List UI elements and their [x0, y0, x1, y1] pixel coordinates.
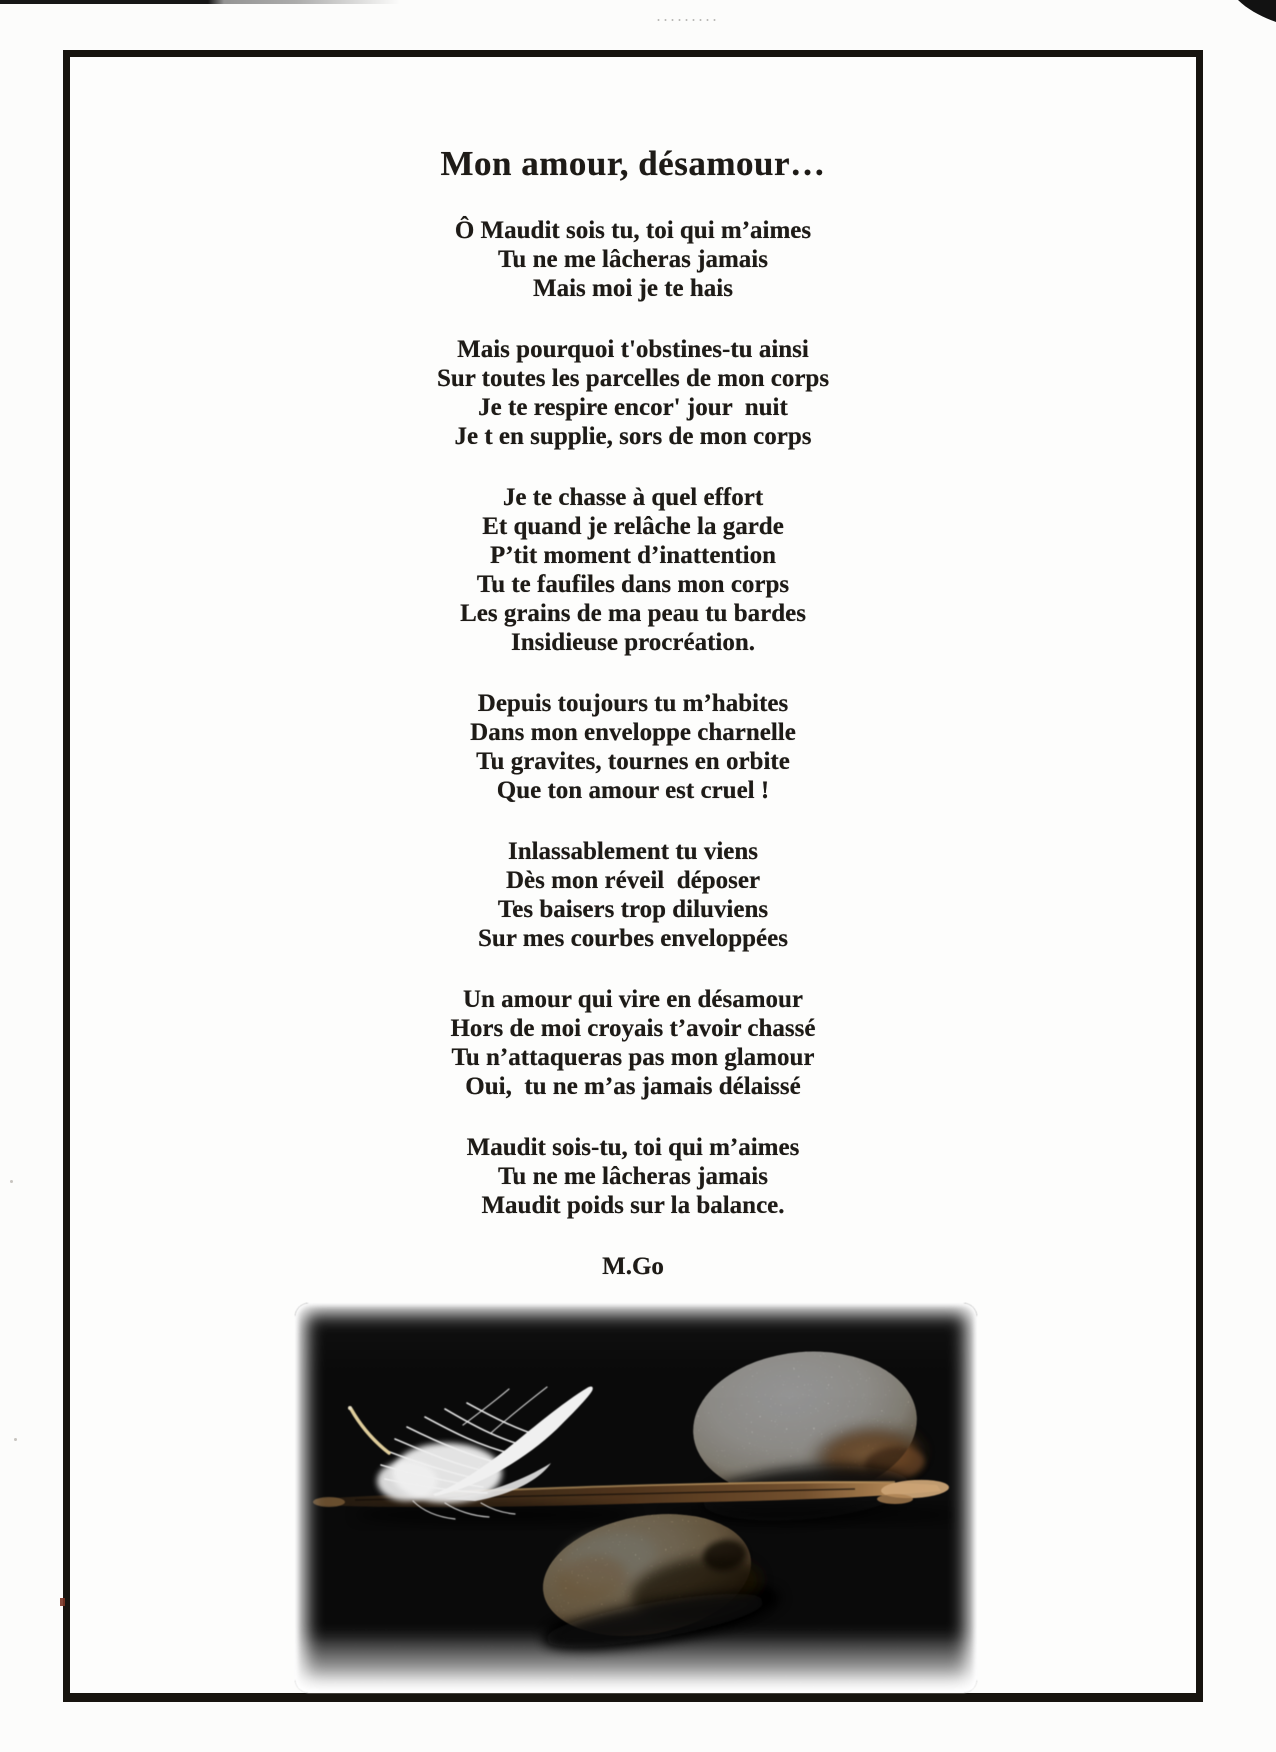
poem-stanza	[63, 216, 1203, 303]
photo-grain-overlay	[295, 1303, 977, 1693]
poem-line: Les grains de ma peau tu bardes	[460, 600, 806, 627]
poem-line: Hors de moi croyais t’avoir chassé	[450, 1015, 816, 1042]
scan-artifact-speck	[14, 1438, 17, 1441]
poem-line: Insidieuse procréation.	[511, 629, 755, 656]
poem-stanza	[63, 483, 1203, 657]
poem	[63, 143, 1203, 1281]
poem-stanza	[63, 837, 1203, 953]
poem-line: Maudit poids sur la balance.	[481, 1192, 785, 1219]
poem-line: Ô Maudit sois tu, toi qui m’aimes	[454, 217, 812, 244]
poem-line: Tes baisers trop diluviens	[497, 896, 769, 923]
poem-stanza	[63, 1133, 1203, 1220]
poem-line: Je te chasse à quel effort	[502, 484, 764, 511]
poem-line: Mais pourquoi t'obstines-tu ainsi	[457, 336, 809, 363]
poem-stanza	[63, 985, 1203, 1101]
poem-line: Tu n’attaqueras pas mon glamour	[451, 1044, 815, 1071]
poem-line: Sur mes courbes enveloppées	[478, 925, 788, 952]
poem-line: Je t en supplie, sors de mon corps	[454, 423, 812, 450]
poem-stanza	[63, 689, 1203, 805]
poem-line: Dans mon enveloppe charnelle	[470, 719, 796, 746]
scan-artifact-speck	[10, 1180, 13, 1183]
poem-signature: M.Go	[602, 1253, 664, 1280]
poem-line: P’tit moment d’inattention	[489, 542, 777, 569]
poem-line: Inlassablement tu viens	[507, 838, 759, 865]
poem-line: Mais moi je te hais	[533, 275, 733, 302]
poem-line: Dès mon réveil déposer	[505, 867, 761, 894]
poem-line: Tu te faufiles dans mon corps	[476, 571, 790, 598]
poem-line: Depuis toujours tu m’habites	[477, 690, 789, 717]
scan-artifact-dotted-mark	[655, 18, 719, 22]
poem-line: Tu ne me lâcheras jamais	[498, 1163, 768, 1190]
poem-photo	[295, 1303, 977, 1693]
poem-line: Oui, tu ne m’as jamais délaissé	[465, 1073, 801, 1100]
poem-line: Et quand je relâche la garde	[482, 513, 784, 540]
balance-photo-scene	[295, 1303, 977, 1693]
poem-stanza	[63, 335, 1203, 451]
poem-line: Tu ne me lâcheras jamais	[498, 246, 768, 273]
scan-artifact-top-edge	[0, 0, 400, 4]
scan-artifact-corner-fold	[1234, 0, 1276, 29]
poem-line: Je te respire encor' jour nuit	[478, 394, 788, 421]
poem-line: Tu gravites, tournes en orbite	[476, 748, 790, 775]
poem-line: Un amour qui vire en désamour	[462, 986, 804, 1013]
poem-line: Que ton amour est cruel !	[496, 777, 770, 804]
poem-line: Maudit sois-tu, toi qui m’aimes	[466, 1134, 800, 1161]
poem-line: Sur toutes les parcelles de mon corps	[436, 365, 830, 392]
scan-artifact-speck	[60, 1598, 65, 1606]
poem-title: Mon amour, désamour…	[440, 144, 826, 183]
